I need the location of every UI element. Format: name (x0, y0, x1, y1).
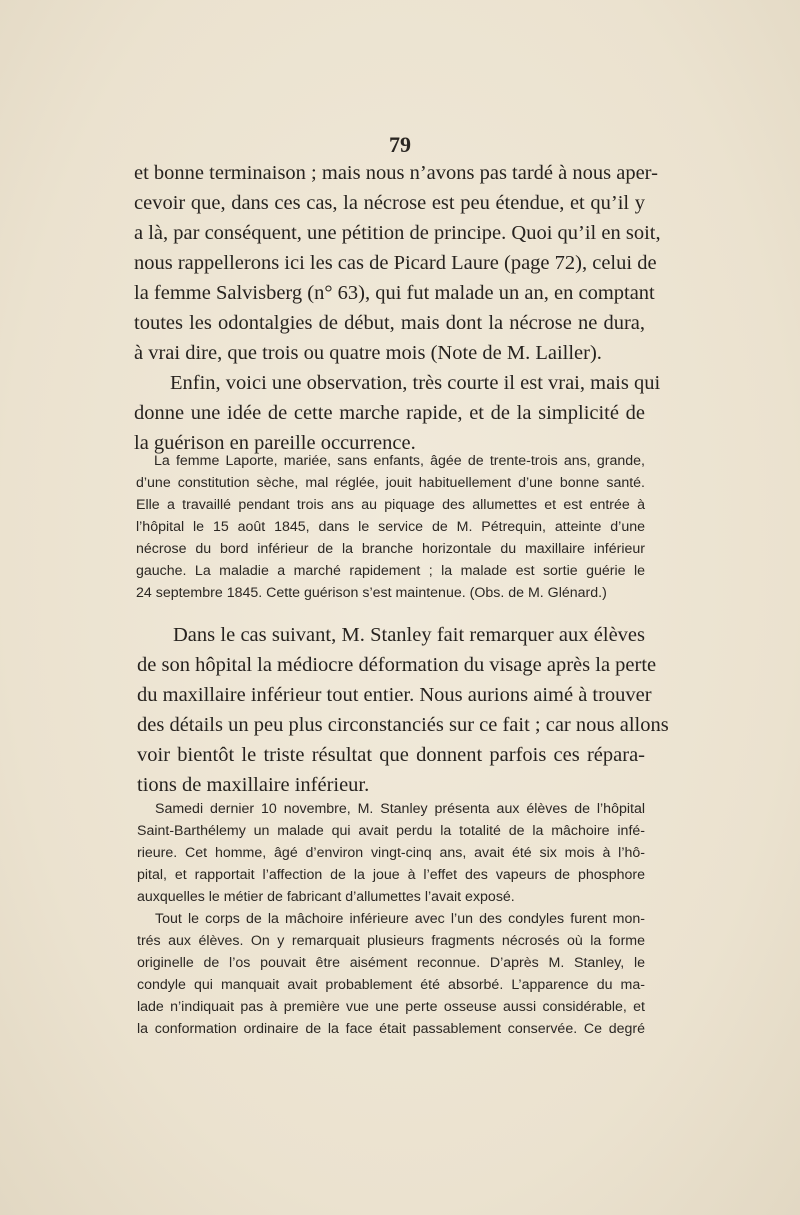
paragraph-enfin (134, 368, 661, 458)
text-line: nous rappellerons ici les cas de Picard Laure (page 72), celui de (134, 252, 657, 274)
text-line: Tout le corps de la mâchoire inférieure avec l’un des condyles furent mon- (155, 911, 645, 927)
paragraph-stanley (137, 620, 669, 800)
text-line: voir bientôt le triste résultat que donnent parfois ces répara- (137, 744, 645, 766)
text-line: rieure. Cet homme, âgé d’environ vingt-cinq ans, avait été six mois à l’hô- (137, 845, 645, 861)
text-line: à vrai dire, que trois ou quatre mois (Note de M. Lailler). (134, 342, 602, 364)
text-line: nécrose du bord inférieur de la branche horizontale du maxillaire inférieur (136, 541, 645, 557)
text-line: condyle qui manquait avait probablement été absorbé. L’apparence du ma- (137, 977, 645, 993)
text-line: Samedi dernier 10 novembre, M. Stanley présenta aux élèves de l’hôpital (155, 801, 645, 817)
text-line: Dans le cas suivant, M. Stanley fait remarquer aux élèves (173, 624, 645, 646)
page-number: 79 (389, 132, 411, 157)
text-line: trés aux élèves. On y remarquait plusieurs fragments nécrosés où la forme (137, 933, 645, 949)
text-line: tions de maxillaire inférieur. (137, 774, 370, 796)
text-line: 24 septembre 1845. Cette guérison s’est maintenue. (Obs. de M. Glénard.) (136, 585, 607, 601)
text-line: gauche. La maladie a marché rapidement ; la malade est sortie guérie le (136, 563, 645, 579)
text-line: auxquelles le métier de fabricant d’allumettes l’avait exposé. (137, 889, 515, 905)
text-line: Enfin, voici une observation, très courte il est vrai, mais qui (170, 372, 661, 394)
observation-stanley (137, 798, 645, 1040)
text-line: et bonne terminaison ; mais nous n’avons pas tardé à nous aper- (134, 162, 658, 184)
text-line: toutes les odontalgies de début, mais dont la nécrose ne dura, (134, 312, 645, 334)
text-line: a là, par conséquent, une pétition de principe. Quoi qu’il en soit, (134, 222, 661, 244)
observation-laporte (136, 450, 645, 604)
text-line: de son hôpital la médiocre déformation du visage après la perte (137, 654, 657, 676)
text-line: la guérison en pareille occurrence. (134, 432, 416, 454)
text-line: la femme Salvisberg (n° 63), qui fut malade un an, en comptant (134, 282, 655, 304)
text-line: du maxillaire inférieur tout entier. Nous aurions aimé à trouver (137, 684, 652, 706)
text-line: pital, et rapportait l’affection de la joue à l’effet des vapeurs de phosphore (137, 867, 645, 883)
text-line: lade n’indiquait pas à première vue une perte osseuse aussi considérable, et (137, 999, 645, 1015)
text-line: Saint-Barthélemy un malade qui avait perdu la totalité de la mâchoire infé- (137, 823, 645, 839)
text-line: des détails un peu plus circonstanciés sur ce fait ; car nous allons (137, 714, 669, 736)
text-line: la conformation ordinaire de la face était passablement conservée. Ce degré (137, 1021, 645, 1037)
text-line: La femme Laporte, mariée, sans enfants, âgée de trente-trois ans, grande, (154, 453, 645, 469)
text-line: Elle a travaillé pendant trois ans au piquage des allumettes et est entrée à (136, 497, 645, 513)
text-line: d’une constitution sèche, mal réglée, jouit habituellement d’une bonne santé. (136, 475, 645, 491)
text-line: donne une idée de cette marche rapide, et de la simplicité de (134, 402, 645, 424)
text-line: l’hôpital le 15 août 1845, dans le service de M. Pétrequin, atteinte d’une (136, 519, 645, 535)
paragraph-continuation (134, 158, 661, 368)
text-line: cevoir que, dans ces cas, la nécrose est peu étendue, et qu’il y (134, 192, 645, 214)
text-line: originelle de l’os pouvait être aisément reconnue. D’après M. Stanley, le (137, 955, 645, 971)
